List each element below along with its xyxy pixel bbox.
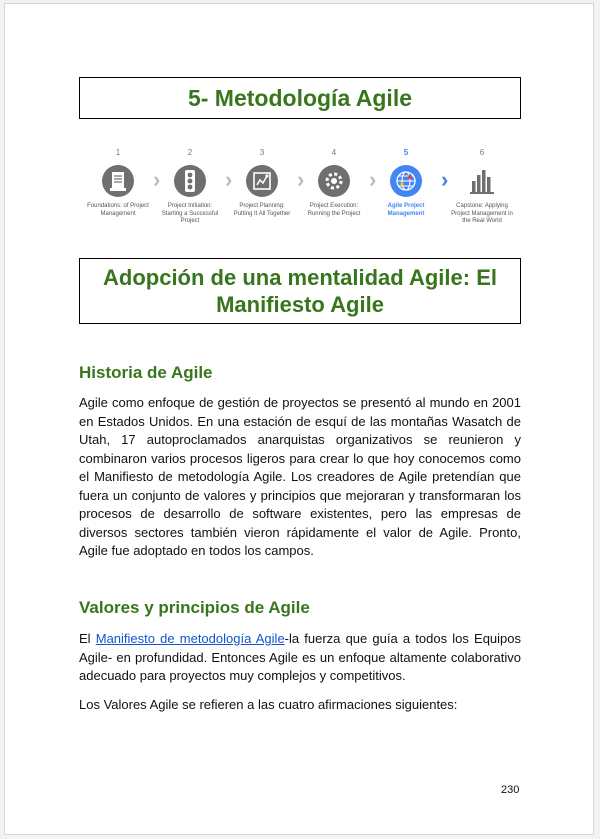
manifesto-link[interactable]: Manifiesto de metodología Agile xyxy=(95,631,285,646)
step-number: 6 xyxy=(479,148,485,157)
document-icon xyxy=(102,165,134,197)
step-number: 1 xyxy=(115,148,121,157)
step-label: Project Planning: Putting It All Together xyxy=(233,203,291,217)
chevron-right-icon: › xyxy=(153,167,161,192)
step-label: Agile Project Management xyxy=(387,203,425,217)
chevron-right-icon: › xyxy=(441,167,449,192)
step-number: 3 xyxy=(259,148,265,157)
section-heading-valores: Valores y principios de Agile xyxy=(79,598,310,617)
step-5 xyxy=(375,147,437,218)
valores-paragraph xyxy=(79,630,521,686)
chapter-title: 5- Metodología Agile xyxy=(79,77,521,119)
course-progress-steps xyxy=(87,147,517,242)
planning-board-icon xyxy=(246,165,278,197)
globe-icon xyxy=(390,165,422,197)
section-title: Adopción de una mentalidad Agile: El Manifiesto Agile xyxy=(79,258,521,324)
step-label: Project Execution: Running the Project xyxy=(307,203,361,217)
step-label: Foundations: of Project Management xyxy=(87,203,149,217)
paragraph-text: -la fuerza que guía a todos los Equipos Agile- en profundidad. Entonces Agile es un enfoque altamente colaborativo adecuado para proyectos muy complejos y competitivos. xyxy=(79,631,522,683)
step-3 xyxy=(231,147,293,218)
traffic-light-icon xyxy=(174,165,206,197)
page-number: 230 xyxy=(501,784,520,796)
gear-icon xyxy=(318,165,350,197)
chevron-right-icon: › xyxy=(297,167,305,192)
step-6 xyxy=(447,147,517,226)
paragraph-text: El xyxy=(79,631,96,646)
step-number: 4 xyxy=(331,148,337,157)
step-4 xyxy=(303,147,365,218)
step-1 xyxy=(87,147,149,218)
valores-intro-paragraph: Los Valores Agile se refieren a las cuatro afirmaciones siguientes: xyxy=(79,697,458,712)
step-number: 5 xyxy=(403,148,409,157)
chevron-right-icon: › xyxy=(369,167,377,192)
document-page xyxy=(4,3,594,835)
historia-paragraph: Agile como enfoque de gestión de proyectos se presentó al mundo en 2001 en Estados Unidos. En una estación de esquí de las montañas Wasatch de Utah, 17 autoproclamados anarquistas organizativos se reunieron y combinaron varios procesos ligeros para crear lo que hoy conocemos como el Manifiesto de metodología Agile. Los creadores de Agile pretendían que fuera un conjunto de valores y principios que mejoraran y transformaran los procesos de desarrollo de software existentes, pero las empresas de diversos sectores también vieron rápidamente el valor de Agile. Pronto, Agile fue adoptado en todos los campos. xyxy=(79,395,521,558)
chevron-right-icon: › xyxy=(225,167,233,192)
section-heading-historia: Historia de Agile xyxy=(79,363,213,382)
step-number: 2 xyxy=(187,148,193,157)
step-label: Capstone: Applying Project Management in the Real World xyxy=(451,203,513,224)
bar-chart-icon xyxy=(466,165,498,197)
step-2 xyxy=(159,147,221,226)
step-label: Project Initiation: Starting a Successful Project xyxy=(161,203,219,224)
